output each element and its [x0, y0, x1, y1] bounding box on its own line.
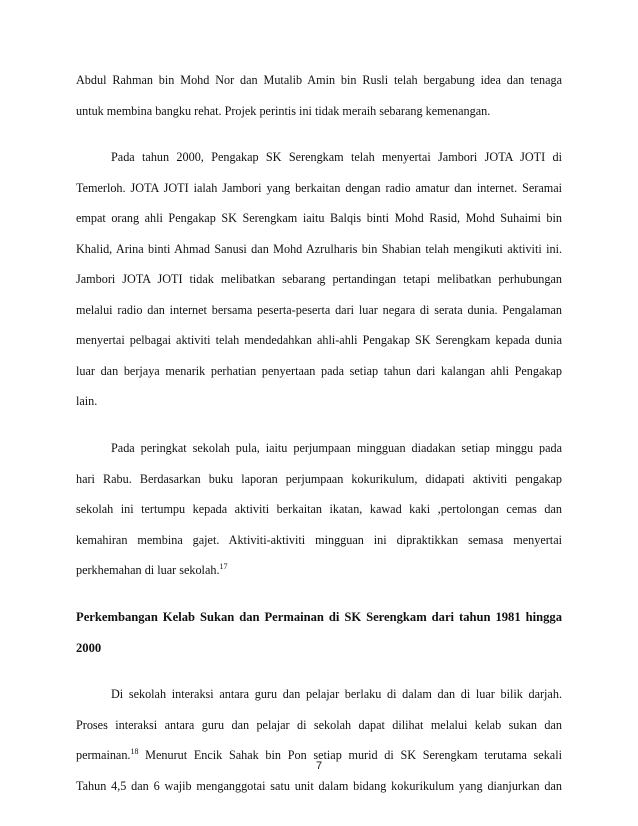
paragraph-2-line-3: empat orang ahli Pengakap SK Serengkam iaitu Balqis binti Mohd Rasid, Mohd Suhaimi bin: [76, 211, 562, 225]
paragraph-2-line-2: Temerloh. JOTA JOTI ialah Jambori yang berkaitan dengan radio amatur dan internet. Seramai: [76, 181, 562, 195]
paragraph-1-line-1: Abdul Rahman bin Mohd Nor dan Mutalib Amin bin Rusli telah bergabung idea dan tenaga: [76, 73, 562, 87]
paragraph-2-line-5: Jambori JOTA JOTI tidak melibatkan sebarang pertandingan tetapi melibatkan perhubungan: [76, 272, 562, 286]
page-number: 7: [315, 760, 323, 772]
paragraph-3-line-3: sekolah ini tertumpu kepada aktiviti berkaitan ikatan, kawad kaki ,pertolongan cemas dan: [76, 502, 562, 516]
paragraph-3-last-text: perkhemahan di luar sekolah.: [76, 563, 220, 577]
paragraph-3-line-2: hari Rabu. Berdasarkan buku laporan perjumpaan kokurikulum, didapati aktiviti pengakap: [76, 472, 562, 486]
paragraph-4-line-2: Proses interaksi antara guru dan pelajar di sekolah dapat dilihat melalui kelab sukan dan: [76, 718, 562, 732]
paragraph-2-line-6: melalui radio dan internet bersama peserta-peserta dari luar negara di serata dunia. Pengalaman: [76, 303, 562, 317]
paragraph-4-line-4: Tahun 4,5 dan 6 wajib menganggotai satu unit dalam bidang kokurikulum yang dianjurkan dan: [76, 779, 562, 793]
paragraph-2-line-8: luar dan berjaya menarik perhatian penyertaan pada setiap tahun dari kalangan ahli Pengakap: [76, 364, 562, 378]
paragraph-3-line-4: kemahiran membina gajet. Aktiviti-aktiviti mingguan ini dipraktikkan semasa menyertai: [76, 533, 562, 547]
footnote-ref-17[interactable]: 17: [219, 562, 228, 571]
paragraph-3-line-1: Pada peringkat sekolah pula, iaitu perjumpaan mingguan diadakan setiap minggu pada: [111, 441, 562, 455]
section-heading-line-1: Perkembangan Kelab Sukan dan Permainan di SK Serengkam dari tahun 1981 hingga: [76, 610, 562, 624]
paragraph-2-line-7: menyertai pelbagai aktiviti telah mendedahkan ahli-ahli Pengakap SK Serengkam kepada dunia: [76, 333, 562, 347]
paragraph-2-line-9: lain.: [76, 394, 98, 408]
paragraph-1-line-2: untuk membina bangku rehat. Projek perintis ini tidak meraih sebarang kemenangan.: [76, 104, 491, 118]
paragraph-2-line-4: Khalid, Arina binti Ahmad Sanusi dan Mohd Azrulharis bin Shabian telah mengikuti aktiviti ini.: [76, 242, 562, 256]
paragraph-4-line-1: Di sekolah interaksi antara guru dan pelajar berlaku di dalam dan di luar bilik darjah.: [111, 687, 562, 701]
footnote-ref-18[interactable]: 18: [130, 747, 139, 756]
paragraph-4-line-3-end: Menurut Encik Sahak bin Pon setiap murid di SK Serengkam terutama sekali: [138, 748, 562, 762]
paragraph-4-line-3-start: permainan.: [76, 748, 131, 762]
section-heading-line-2: 2000: [76, 641, 102, 655]
paragraph-3-line-5: [76, 562, 562, 578]
paragraph-2-line-1: Pada tahun 2000, Pengakap SK Serengkam telah menyertai Jambori JOTA JOTI di: [111, 150, 562, 164]
